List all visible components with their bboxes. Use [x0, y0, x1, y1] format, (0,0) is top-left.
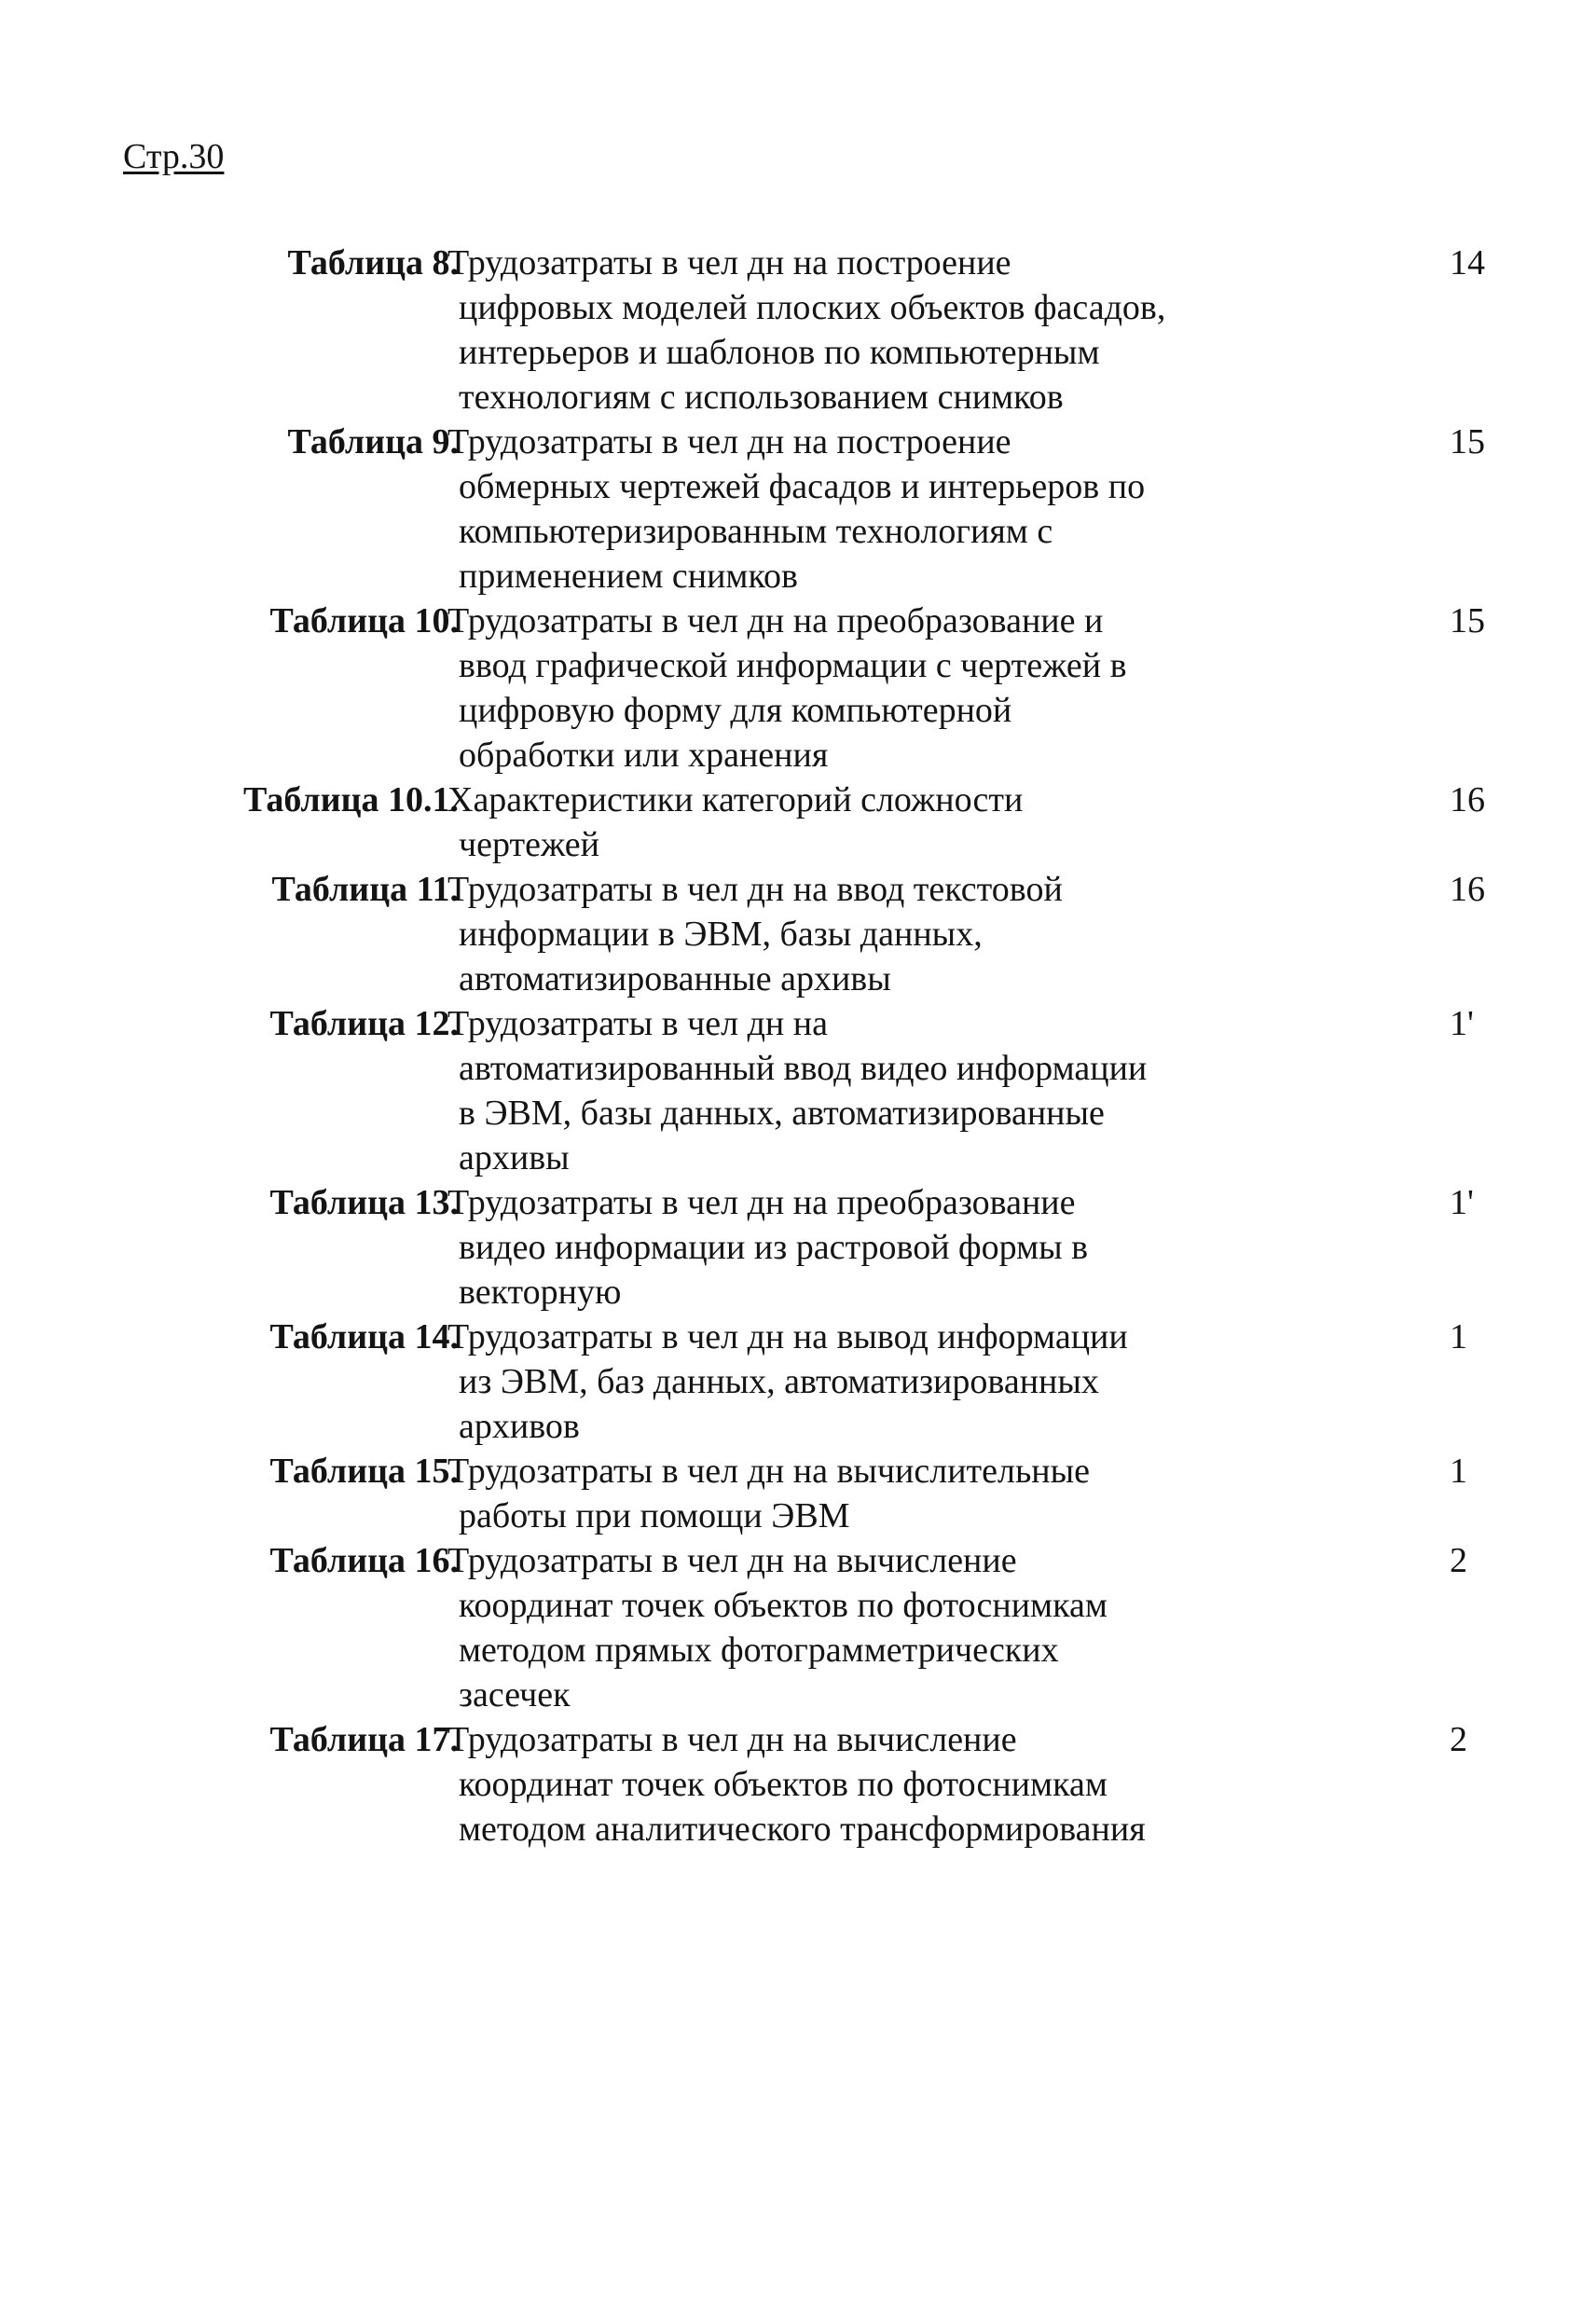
toc-entry-title-line: обмерных чертежей фасадов и интерьеров по [459, 467, 1146, 506]
toc-entry-title-line: Трудозатраты в чел дн на преобразование и [447, 601, 1104, 640]
toc-entry-page-number: 2 [1450, 1720, 1467, 1759]
toc-entry-label: Таблица 14. [269, 1317, 459, 1356]
toc-entry-title-line: методом прямых фотограмметрических [459, 1631, 1059, 1670]
toc-entry-title-line: автоматизированные архивы [459, 959, 891, 998]
toc-entry-title-line: технологиям с использованием снимков [459, 378, 1064, 417]
toc-entry-title-line: Трудозатраты в чел дн на вычисление [447, 1541, 1017, 1580]
toc-entry-title [447, 599, 1279, 778]
toc-entry-title [447, 1538, 1279, 1717]
toc-entry-title-line: из ЭВМ, баз данных, автоматизированных [459, 1362, 1099, 1401]
toc-entry-title-line: Трудозатраты в чел дн на вычислительные [447, 1452, 1091, 1491]
toc-entry-title-line: Трудозатраты в чел дн на вычисление [447, 1720, 1017, 1759]
toc-entry-title-line: Трудозатраты в чел дн на преобразование [447, 1183, 1076, 1222]
toc-entry-title-line: засечек [459, 1675, 571, 1714]
toc-entry-page-number: 15 [1450, 601, 1485, 640]
toc-entry-title [447, 1001, 1279, 1180]
toc-entry-title [447, 241, 1279, 420]
toc-entry-title-line: Трудозатраты в чел дн на построение [447, 422, 1011, 461]
toc-entry-title-line: Трудозатраты в чел дн на ввод текстовой [447, 870, 1063, 909]
toc-entry-title [447, 1315, 1279, 1449]
toc-entry-page-number: 16 [1450, 780, 1485, 819]
toc-entry-title-line: ввод графической информации с чертежей в [459, 646, 1127, 685]
toc-entry-label: Таблица 9. [287, 422, 459, 461]
toc-entry-title-line: Трудозатраты в чел дн на [447, 1004, 828, 1043]
toc-entry-label: Таблица 8. [287, 243, 459, 282]
toc-entry-title-line: применением снимков [459, 557, 798, 596]
toc-entry-page-number: 15 [1450, 422, 1485, 461]
toc-entry-label: Таблица 11. [271, 870, 459, 909]
toc-entry-title-line: векторную [459, 1273, 622, 1312]
toc-entry-title-line: Трудозатраты в чел дн на построение [447, 243, 1011, 282]
toc-entry-label: Таблица 12. [269, 1004, 459, 1043]
toc-entry-title [447, 1449, 1279, 1538]
toc-entry-label: Таблица 10. [269, 601, 459, 640]
toc-entry-title [447, 1717, 1279, 1852]
toc-entry-label: Таблица 13. [269, 1183, 459, 1222]
toc-entry-title-line: Трудозатраты в чел дн на вывод информации [447, 1317, 1128, 1356]
toc-entry-page-number: 1' [1450, 1183, 1474, 1222]
toc-entry-page-number: 1 [1450, 1317, 1467, 1356]
toc-entry-title-line: цифровых моделей плоских объектов фасадов, [459, 288, 1166, 327]
toc-entry-title-line: цифровую форму для компьютерной [459, 691, 1012, 730]
page-number: Стр.30 [123, 137, 225, 176]
toc-entry-page-number: 1 [1450, 1452, 1467, 1491]
toc-entry-title-line: видео информации из растровой формы в [459, 1228, 1089, 1267]
toc-entry-title-line: в ЭВМ, базы данных, автоматизированные [459, 1094, 1105, 1133]
toc-entry-title-line: методом аналитического трансформирования [459, 1810, 1146, 1849]
toc-entry-page-number: 2 [1450, 1541, 1467, 1580]
toc-entry-title-line: архивов [459, 1407, 580, 1446]
toc-entry-page-number: 14 [1450, 243, 1485, 282]
toc-entry-label: Таблица 10.1. [242, 780, 459, 819]
toc-entry-title [447, 867, 1279, 1001]
toc-entry-page-number: 1' [1450, 1004, 1474, 1043]
toc-entry-title-line: координат точек объектов по фотоснимкам [459, 1765, 1108, 1804]
toc-entry-title-line: обработки или хранения [459, 736, 829, 775]
toc-entry-title-line: информации в ЭВМ, базы данных, [459, 915, 983, 954]
toc-entry-label: Таблица 17. [269, 1720, 459, 1759]
toc-entry-title-line: архивы [459, 1138, 570, 1177]
toc-entry-page-number: 16 [1450, 870, 1485, 909]
toc-entry-title [447, 420, 1279, 599]
toc-entry-title-line: компьютеризированным технологиям с [459, 512, 1053, 551]
toc-entry-title-line: чертежей [459, 825, 599, 864]
toc-entry-title [447, 778, 1279, 867]
toc-entry-title-line: интерьеров и шаблонов по компьютерным [459, 333, 1100, 372]
toc-entry-title [447, 1180, 1279, 1315]
toc-entry-label: Таблица 16. [269, 1541, 459, 1580]
toc-entry-title-line: Характеристики категорий сложности [447, 780, 1024, 819]
toc-entry-label: Таблица 15. [269, 1452, 459, 1491]
toc-entry-title-line: работы при помощи ЭВМ [459, 1496, 850, 1535]
toc-entry-title-line: автоматизированный ввод видео информации [459, 1049, 1148, 1088]
toc-entry-title-line: координат точек объектов по фотоснимкам [459, 1586, 1108, 1625]
